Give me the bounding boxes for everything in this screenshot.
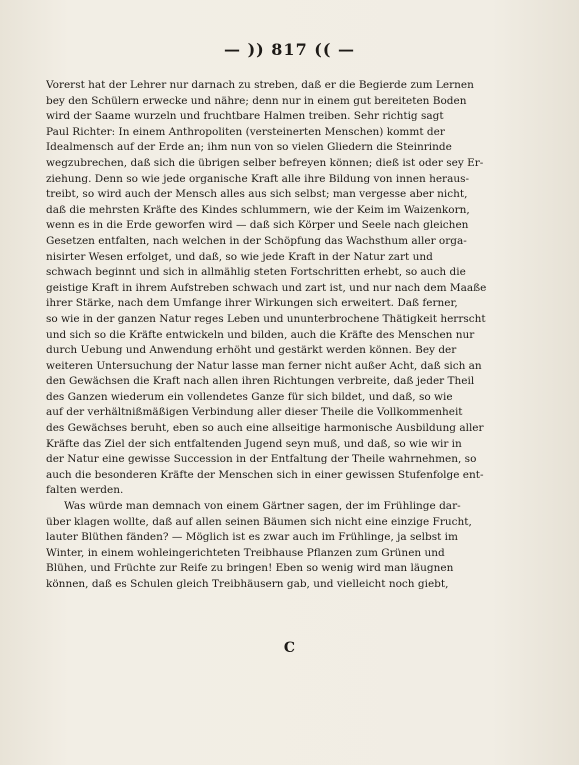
text-line: Idealmensch auf der Erde an; ihm nun von so vielen Gliedern die Steinrinde [46, 141, 452, 154]
text-line: des Ganzen wiederum ein vollendetes Ganze für sich bildet, und daß, so wie [46, 390, 453, 403]
text-line: lauter Blüthen fänden? — Möglich ist es zwar auch im Frühlinge, ja selbst im [46, 531, 458, 544]
text-line: schwach beginnt und sich in allmählig steten Fortschritten erhebt, so auch die [46, 266, 466, 279]
text-line: wird der Saame wurzeln und fruchtbare Halmen treiben. Sehr richtig sagt [46, 110, 444, 123]
text-line: können, daß es Schulen gleich Treibhäusern gab, und vielleicht noch giebt, [46, 578, 449, 590]
text-line: falten werden. [46, 484, 124, 497]
text-line: über klagen wollte, daß auf allen seinen Bäumen sich nicht eine einzige Frucht, [46, 515, 472, 528]
signature-mark: C [283, 640, 296, 656]
paragraph-2 [46, 499, 526, 593]
text-line: Was würde man demnach von einem Gärtner sagen, der im Frühlinge dar- [64, 500, 461, 513]
body-text [46, 78, 526, 593]
text-line: auf der verhältnißmäßigen Verbindung aller dieser Theile die Vollkommenheit [46, 406, 463, 419]
text-line: des Gewächses beruht, eben so auch eine allseitige harmonische Ausbildung aller [46, 422, 484, 435]
text-line: Winter, in einem wohleingerichteten Treibhause Pflanzen zum Grünen und [46, 546, 445, 559]
text-line: Vorerst hat der Lehrer nur darnach zu streben, daß er die Begierde zum Lernen [46, 79, 474, 91]
text-line: daß die mehrsten Kräfte des Kindes schlummern, wie der Keim im Waizenkorn, [46, 203, 470, 216]
text-line: Paul Richter: In einem Anthropoliten (versteinerten Menschen) kommt der [46, 125, 445, 138]
page-header: — )) 817 (( — [224, 40, 355, 59]
text-line: treibt, so wird auch der Mensch alles aus sich selbst; man vergesse aber nicht, [46, 188, 468, 201]
text-line: und sich so die Kräfte entwickeln und bilden, auch die Kräfte des Menschen nur [46, 328, 475, 341]
text-line: ziehung. Denn so wie jede organische Kraft alle ihre Bildung von innen heraus- [46, 172, 470, 185]
text-line: geistige Kraft in ihrem Aufstreben schwach und zart ist, und nur nach dem Maaße [46, 281, 487, 294]
text-line: bey den Schülern erwecke und nähre; denn nur in einem gut bereiteten Boden [46, 94, 467, 107]
text-line: Kräfte das Ziel der sich entfaltenden Jugend seyn muß, und daß, so wie wir in [46, 437, 462, 450]
text-line: Gesetzen entfalten, nach welchen in der Schöpfung das Wachsthum aller orga- [46, 234, 467, 247]
text-line: den Gewächsen die Kraft nach allen ihren Richtungen verbreite, daß jeder Theil [46, 375, 475, 388]
text-line: durch Uebung und Anwendung erhöht und gestärkt werden können. Bey der [46, 344, 457, 357]
text-line: wenn es in die Erde geworfen wird — daß sich Körper und Seele nach gleichen [46, 219, 469, 232]
paragraph-1 [46, 78, 526, 499]
text-line: nisirter Wesen erfolget, und daß, so wie jede Kraft in der Natur zart und [46, 250, 433, 263]
text-line: ihrer Stärke, nach dem Umfange ihrer Wirkungen sich erweitert. Daß ferner, [46, 297, 458, 310]
text-line: Blühen, und Früchte zur Reife zu bringen! Eben so wenig wird man läugnen [46, 562, 454, 575]
text-line: wegzubrechen, daß sich die übrigen selber befreyen können; dieß ist oder sey Er- [46, 156, 484, 169]
text-line: so wie in der ganzen Natur reges Leben und ununterbrochene Thätigkeit herrscht [46, 312, 486, 325]
text-line: der Natur eine gewisse Succession in der Entfaltung der Theile wahrnehmen, so [46, 453, 477, 466]
text-line: auch die besonderen Kräfte der Menschen sich in einer gewissen Stufenfolge ent- [46, 468, 484, 481]
text-line: weiteren Untersuchung der Natur lasse man ferner nicht außer Acht, daß sich an [46, 359, 482, 372]
